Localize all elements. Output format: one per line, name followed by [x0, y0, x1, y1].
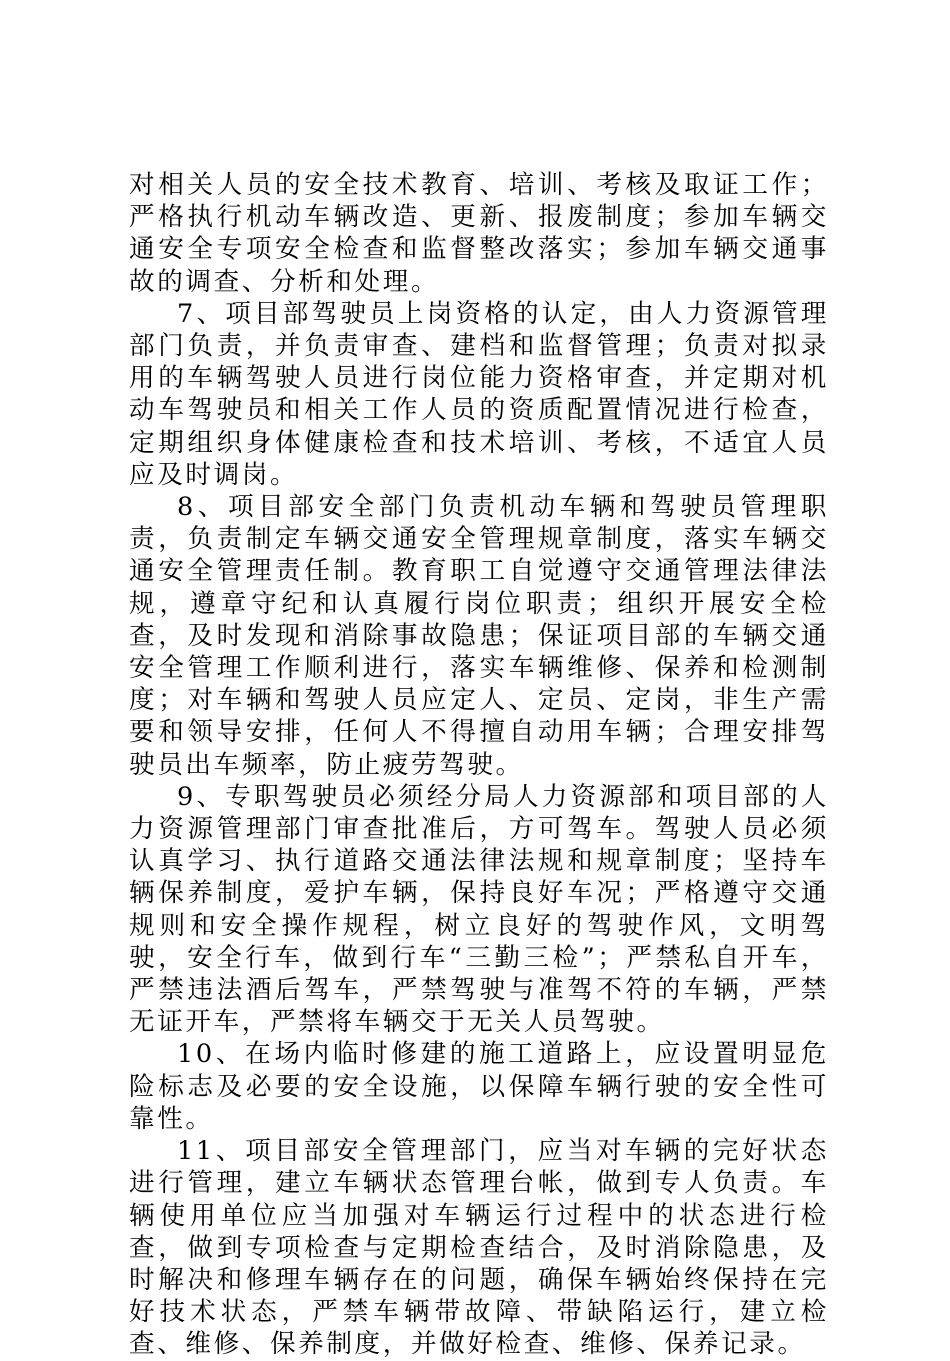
- paragraph-item-7: 7、项目部驾驶员上岗资格的认定，由人力资源管理部门负责，并负责审查、建档和监督管理；负责对拟录用的车辆驾驶人员进行岗位能力资格审查，并定期对机动车驾驶员和相关工作人员的资质配置情况进行检查，定期组织身体健康检查和技术培训、考核，不适宜人员应及时调岗。: [129, 298, 829, 490]
- paragraph-continued-duties: 对相关人员的安全技术教育、培训、考核及取证工作；严格执行机动车辆改造、更新、报废制度；参加车辆交通安全专项安全检查和监督整改落实；参加车辆交通事故的调查、分析和处理。: [129, 170, 829, 297]
- paragraph-item-8: 8、项目部安全部门负责机动车辆和驾驶员管理职责，负责制定车辆交通安全管理规章制度，落实车辆交通安全管理责任制。教育职工自觉遵守交通管理法律法规，遵章守纪和认真履行岗位职责；组织开展安全检查，及时发现和消除事故隐患；保证项目部的车辆交通安全管理工作顺利进行，落实车辆维修、保养和检测制度；对车辆和驾驶人员应定人、定员、定岗，非生产需要和领导安排，任何人不得擅自动用车辆；合理安排驾驶员出车频率，防止疲劳驾驶。: [129, 492, 829, 780]
- document-body: [129, 169, 829, 1361]
- paragraph-item-11: 11、项目部安全管理部门，应当对车辆的完好状态进行管理，建立车辆状态管理台帐，做到专人负责。车辆使用单位应当加强对车辆运行过程中的状态进行检查，做到专项检查与定期检查结合，及时消除隐患，及时解决和修理车辆存在的问题，确保车辆始终保持在完好技术状态，严禁车辆带故障、带缺陷运行，建立检查、维修、保养制度，并做好检查、维修、保养记录。: [129, 1136, 829, 1360]
- paragraph-item-9: 9、专职驾驶员必须经分局人力资源部和项目部的人力资源管理部门审查批准后，方可驾车。驾驶人员必须认真学习、执行道路交通法律法规和规章制度；坚持车辆保养制度，爱护车辆，保持良好车况；严格遵守交通规则和安全操作规程，树立良好的驾驶作风，文明驾驶，安全行车，做到行车“三勤三检”；严禁私自开车，严禁违法酒后驾车，严禁驾驶与准驾不符的车辆，严禁无证开车，严禁将车辆交于无关人员驾驶。: [129, 781, 829, 1038]
- paragraph-item-10: 10、在场内临时修建的施工道路上，应设置明显危险标志及必要的安全设施，以保障车辆行驶的安全性可靠性。: [129, 1039, 829, 1134]
